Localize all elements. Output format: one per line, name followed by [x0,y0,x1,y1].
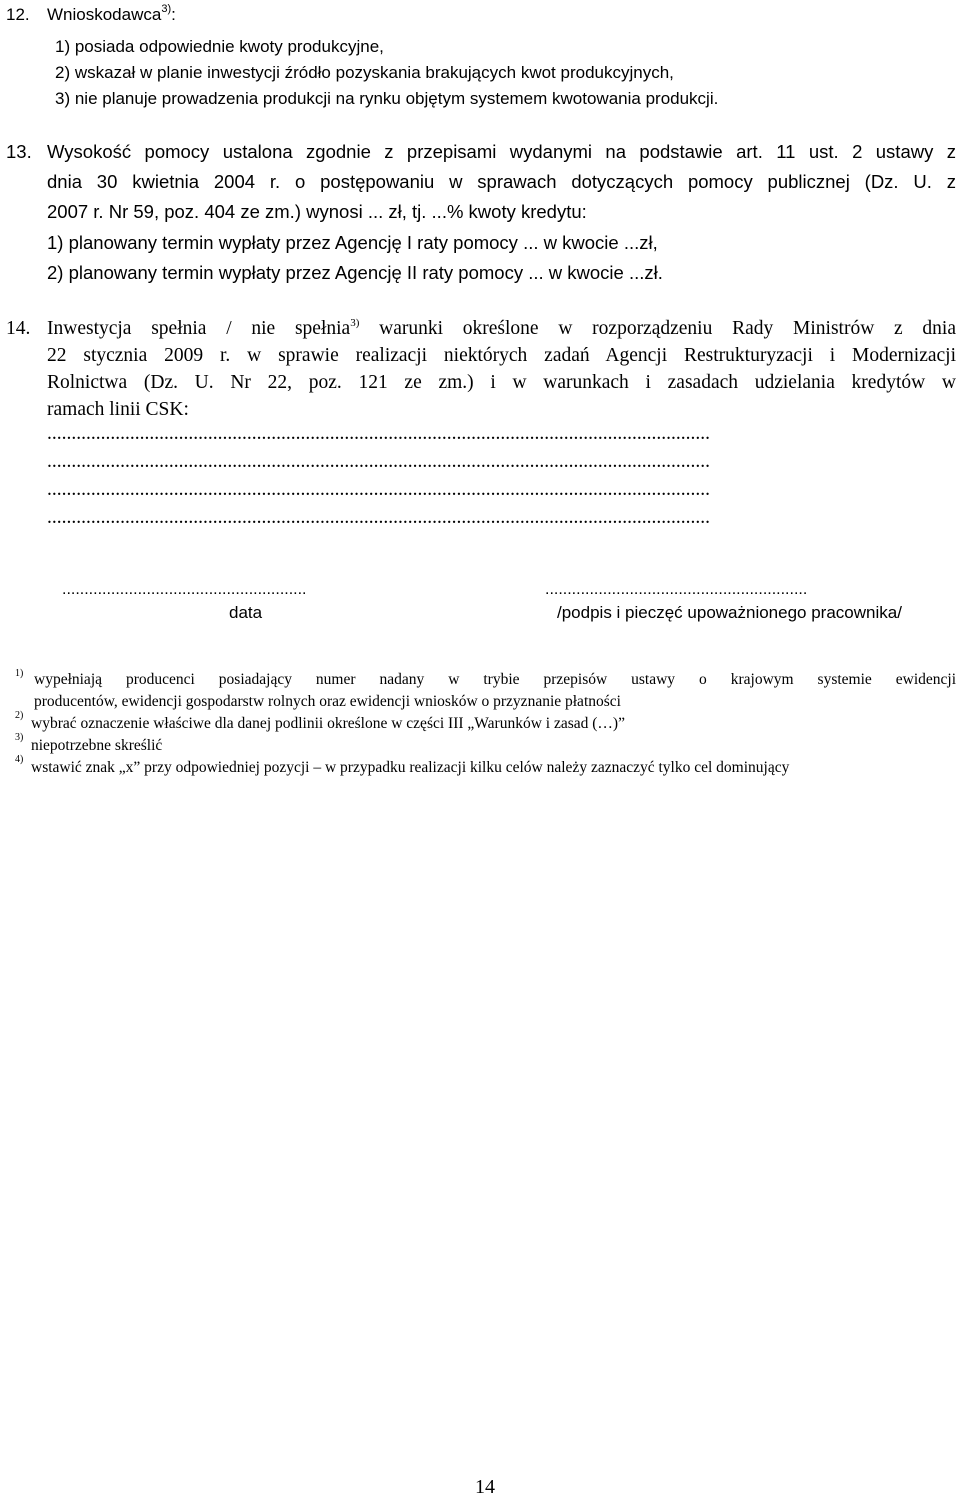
section-14-line-3: Rolnictwa (Dz. U. Nr 22, poz. 121 ze zm.) i w warunkach i zasadach udzielania kredytów w [47,372,956,393]
section-13-line-1: Wysokość pomocy ustalona zgodnie z przepisami wydanymi na podstawie art. 11 ust. 2 ustawy z [47,141,956,162]
section-13-payment-1: 1) planowany termin wypłaty przez Agencję I raty pomocy ... w kwocie ...zł, [47,232,658,253]
section-12-number: 12. [6,5,30,24]
section-14-line-1-end: warunki określone w rozporządzeniu Rady Ministrów z dnia [379,318,956,339]
footnote-4-text: wstawić znak „x” przy odpowiedniej pozycji – w przypadku realizacji kilku celów należy zaznaczyć tylko cel dominujący [31,759,790,776]
date-label: data [229,603,263,622]
dotted-line: ........................................................................................................................................ [47,507,710,528]
section-13-number: 13. [6,141,32,162]
footnote-2-text: wybrać oznaczenie właściwe dla danej podlinii określone w części III „Warunków i zasad (…)” [31,715,625,732]
section-14-line-1-start: Inwestycja spełnia / nie spełnia [47,318,351,339]
section-12-item-2: 2) wskazał w planie inwestycji źródło pozyskania brakujących kwot produkcyjnych, [55,63,674,82]
dotted-line: ........................................................................................................................................ [47,451,710,472]
footnote-ref-3: 3) [350,318,360,329]
dotted-line: ........................................................................................................................................ [47,423,710,444]
footnote-3-text: niepotrzebne skreślić [31,737,163,754]
dotted-line: ........................................................................................................................................ [47,479,710,500]
section-12-item-1: 1) posiada odpowiednie kwoty produkcyjne, [55,37,384,56]
section-12-item-3: 3) nie planuje prowadzenia produkcji na rynku objętym systemem kwotowania produkcji. [55,89,719,108]
footnote-ref-3: 3) [161,3,172,15]
signature-label: /podpis i pieczęć upoważnionego pracownika/ [557,603,902,622]
section-14-line-2: 22 stycznia 2009 r. w sprawie realizacji niektórych zadań Agencji Restrukturyzacji i Modernizacji [47,345,956,366]
section-12-title-text: Wnioskodawca [47,5,162,24]
section-14-line-1 [47,318,956,340]
section-12-title-colon: : [171,5,176,24]
section-13-payment-2: 2) planowany termin wypłaty przez Agencję II raty pomocy ... w kwocie ...zł. [47,262,663,283]
date-dotted-line: ....................................................... [62,581,307,598]
section-13-line-3: 2007 r. Nr 59, poz. 404 ze zm.) wynosi ... zł, tj. ...% kwoty kredytu: [47,201,587,222]
section-13-line-2: dnia 30 kwietnia 2004 r. o postępowaniu w sprawach dotyczących pomocy publicznej (Dz. U. z [47,171,956,192]
page-number: 14 [475,1476,495,1498]
footnote-1-text: wypełniają producenci posiadający numer nadany w trybie przepisów ustawy o krajowym systemie ewidencji [34,671,956,688]
section-14-number: 14. [6,318,31,339]
signature-dotted-line: ........................................................... [545,581,808,598]
section-14-line-4: ramach linii CSK: [47,399,189,420]
footnote-1-continuation: producentów, ewidencji gospodarstw rolnych oraz ewidencji wniosków o przyznanie płatności [34,693,621,710]
section-12-title [47,5,176,25]
